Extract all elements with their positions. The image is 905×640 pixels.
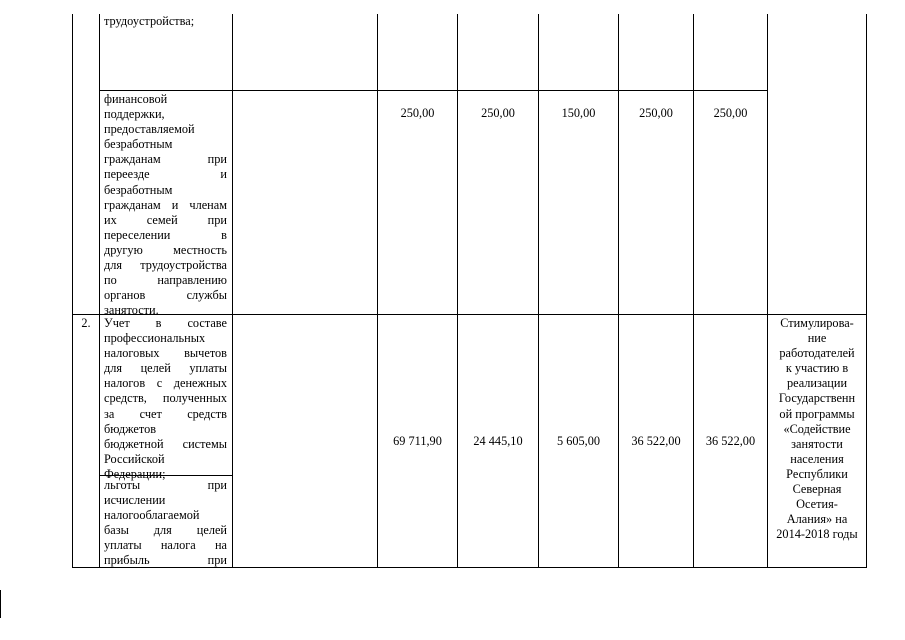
row2-expected-result bbox=[768, 316, 866, 542]
result-line: ой программы bbox=[779, 406, 855, 421]
row1-description bbox=[104, 92, 227, 318]
row2-description-b bbox=[104, 478, 227, 569]
result-line: занятости bbox=[791, 436, 843, 451]
row1-text-line: поддержки, bbox=[104, 107, 165, 122]
row2-text-line: льготы при bbox=[104, 478, 227, 492]
col-divider-6 bbox=[618, 14, 619, 568]
col-divider-2 bbox=[232, 14, 233, 568]
col-divider-5 bbox=[538, 14, 539, 568]
row1-text-line: предоставляемой bbox=[104, 122, 195, 137]
row1-text-line: занятости. bbox=[104, 303, 159, 318]
row1-text-line: безработным bbox=[104, 137, 173, 152]
row1-text-line: другую местность bbox=[104, 242, 227, 257]
row1-value-1: 250,00 bbox=[400, 106, 435, 120]
row1-value-4: 250,00 bbox=[639, 106, 673, 120]
result-line: работодателей bbox=[779, 346, 855, 361]
row1-text-line: гражданам при bbox=[104, 152, 227, 167]
row2-description-a bbox=[104, 316, 227, 482]
table-border-right bbox=[866, 14, 867, 568]
result-line: 2014-2018 годы bbox=[776, 527, 858, 542]
col-divider-7 bbox=[693, 14, 694, 568]
row2-text-line: бюджетной системы bbox=[104, 436, 227, 451]
result-line: «Содействие bbox=[783, 421, 851, 436]
row2-text-line: прибыль при bbox=[104, 553, 227, 568]
row2-text-line: налогов с денежных bbox=[104, 376, 227, 391]
table-border-left bbox=[72, 14, 73, 568]
result-line: Стимулирова- bbox=[780, 316, 854, 330]
row1-text-line: переселении в bbox=[104, 227, 227, 242]
row2-text-line: налогооблагаемой bbox=[104, 508, 200, 523]
row1-text-line: органов службы bbox=[104, 288, 227, 303]
row2-value-1: 69 711,90 bbox=[393, 434, 442, 448]
row1-text-line: гражданам и членам bbox=[104, 197, 227, 212]
row1-text-line: финансовой bbox=[104, 92, 168, 106]
row1-value-2: 250,00 bbox=[481, 106, 515, 120]
row2-text-line: Российской bbox=[104, 451, 165, 466]
row2-text-line: уплаты налога на bbox=[104, 538, 227, 553]
row2-text-line: базы для целей bbox=[104, 523, 227, 538]
result-line: ние bbox=[807, 331, 827, 346]
result-line: Республики bbox=[786, 466, 848, 481]
row2-text-line: профессиональных bbox=[104, 331, 206, 346]
row1-value-5: 250,00 bbox=[713, 106, 748, 120]
row1-value-3: 150,00 bbox=[561, 106, 596, 120]
row2-value-2: 24 445,10 bbox=[473, 434, 523, 448]
row2-text-line: для целей уплаты bbox=[104, 361, 227, 376]
row1-text-line: безработным bbox=[104, 182, 173, 197]
result-line: Государственн bbox=[778, 391, 856, 406]
col-divider-1 bbox=[99, 14, 100, 568]
row1-text-line: для трудоустройства bbox=[104, 258, 227, 273]
scan-edge-mark bbox=[0, 590, 1, 618]
col-divider-3 bbox=[377, 14, 378, 568]
row2-text-line: бюджетов bbox=[104, 421, 157, 436]
row1-text-line: по направлению bbox=[104, 273, 227, 288]
row2-text-line: исчислении bbox=[104, 493, 166, 508]
col-divider-4 bbox=[457, 14, 458, 568]
row2-text-line: Учет в составе bbox=[104, 316, 227, 330]
row2-text-line: Федерации; bbox=[104, 466, 166, 481]
row2-text-line: за счет средств bbox=[104, 406, 227, 421]
result-line: Осетия- bbox=[796, 497, 838, 512]
result-line: к участию в bbox=[785, 361, 849, 376]
result-line: Северная bbox=[792, 482, 842, 497]
row2-value-3: 5 605,00 bbox=[556, 434, 601, 448]
row2-value-4: 36 522,00 bbox=[631, 434, 681, 448]
row1-text-line: их семей при bbox=[104, 212, 227, 227]
result-line: реализации bbox=[786, 376, 848, 391]
row2-text-line: налоговых вычетов bbox=[104, 346, 227, 361]
row2-text-line: средств, полученных bbox=[104, 391, 227, 406]
row1-text-line: переезде и bbox=[104, 167, 227, 182]
row2-value-5: 36 522,00 bbox=[705, 434, 756, 448]
row1-text-top-line: трудоустройства; bbox=[104, 14, 195, 28]
row-divider-sub bbox=[99, 90, 767, 91]
result-line: населения bbox=[790, 451, 844, 466]
row1-text-top bbox=[104, 14, 227, 29]
row2-number: 2. bbox=[81, 316, 91, 330]
result-line: Алания» на bbox=[786, 512, 848, 527]
